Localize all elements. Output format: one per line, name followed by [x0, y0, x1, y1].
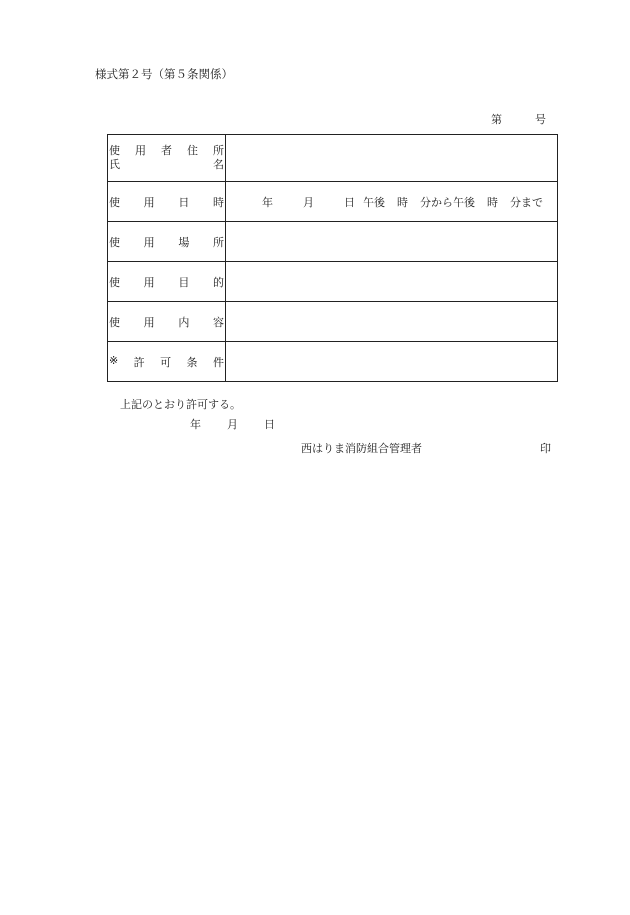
table-row [108, 222, 558, 262]
value-user-address-name[interactable] [226, 135, 558, 182]
table-row [108, 262, 558, 302]
label-line-name: 氏 名 [109, 158, 224, 171]
label-permit-conditions: ※ 許 可 条 件 [108, 342, 226, 382]
table-row [108, 342, 558, 382]
issuer-name: 西はりま消防組合管理者 [301, 442, 422, 455]
label-usage-place: 使 用 場 所 [108, 222, 226, 262]
label-user-address-name [108, 135, 226, 182]
number-suffix: 号 [535, 113, 546, 126]
table-row [108, 135, 558, 182]
seal-mark: 印 [540, 442, 551, 455]
label-line-address: 使 用 者 住 所 [109, 144, 224, 157]
form-title: 様式第２号（第５条関係） [95, 67, 233, 81]
value-permit-conditions[interactable] [226, 342, 558, 382]
number-prefix: 第 [491, 113, 502, 126]
value-usage-purpose[interactable] [226, 262, 558, 302]
label-usage-purpose: 使 用 目 的 [108, 262, 226, 302]
issue-date: 年 月 日 [190, 418, 275, 431]
table-row [108, 182, 558, 222]
value-usage-datetime[interactable]: 年 月 日 午後 時 分から午後 時 分まで [226, 182, 558, 222]
document-number [491, 111, 546, 127]
permit-statement: 上記のとおり許可する。 [120, 398, 241, 411]
permit-table [107, 134, 558, 382]
label-usage-content: 使 用 内 容 [108, 302, 226, 342]
value-usage-content[interactable] [226, 302, 558, 342]
label-usage-datetime: 使 用 日 時 [108, 182, 226, 222]
table-row [108, 302, 558, 342]
value-usage-place[interactable] [226, 222, 558, 262]
